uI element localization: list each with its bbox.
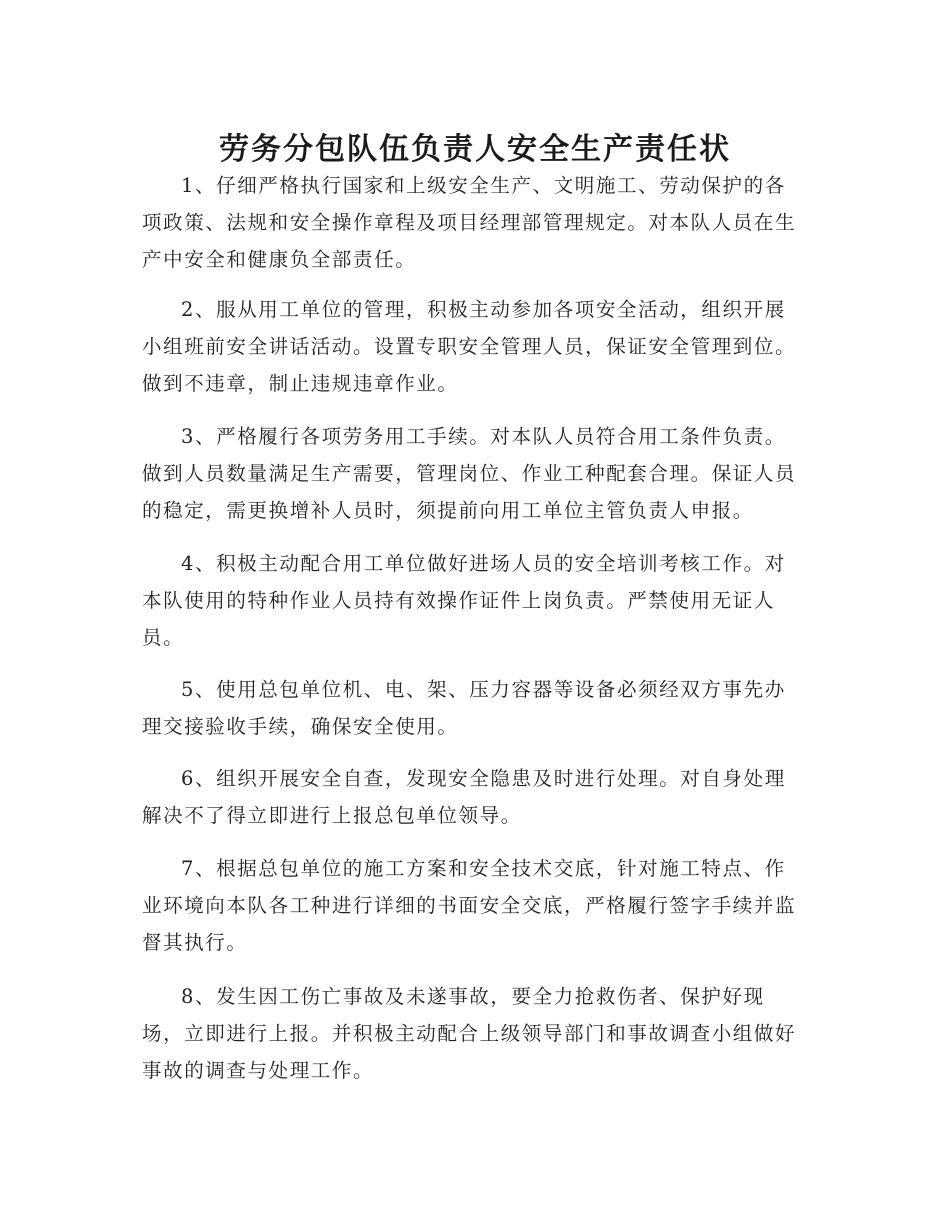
clause-paragraph-1: 1、仔细严格执行国家和上级安全生产、文明施工、劳动保护的各项政策、法规和安全操作章程及项目经理部管理规定。对本队人员在生产中安全和健康负全部责任。 [142,174,797,271]
clause-paragraph-7: 7、根据总包单位的施工方案和安全技术交底，针对施工特点、作业环境向本队各工种进行详细的书面安全交底，严格履行签字手续并监督其执行。 [142,857,797,954]
clause-paragraph-8: 8、发生因工伤亡事故及未遂事故，要全力抢救伤者、保护好现场，立即进行上报。并积极主动配合上级领导部门和事故调查小组做好事故的调查与处理工作。 [142,985,797,1082]
clause-paragraph-4: 4、积极主动配合用工单位做好进场人员的安全培训考核工作。对本队使用的特种作业人员持有效操作证件上岗负责。严禁使用无证人员。 [142,552,786,649]
clause-paragraph-5: 5、使用总包单位机、电、架、压力容器等设备必须经双方事先办理交接验收手续，确保安全使用。 [142,678,786,738]
clause-paragraph-3: 3、严格履行各项劳务用工手续。对本队人员符合用工条件负责。做到人员数量满足生产需要，管理岗位、作业工种配套合理。保证人员的稳定，需更换增补人员时，须提前向用工单位主管负责人申报。 [142,425,797,522]
clause-paragraph-2: 2、服从用工单位的管理，积极主动参加各项安全活动，组织开展小组班前安全讲话活动。设置专职安全管理人员，保证安全管理到位。做到不违章，制止违规违章作业。 [142,298,797,395]
clause-paragraph-6: 6、组织开展安全自查，发现安全隐患及时进行处理。对自身处理解决不了得立即进行上报总包单位领导。 [142,767,786,827]
document-title: 劳务分包队伍负责人安全生产责任状 [219,132,731,168]
